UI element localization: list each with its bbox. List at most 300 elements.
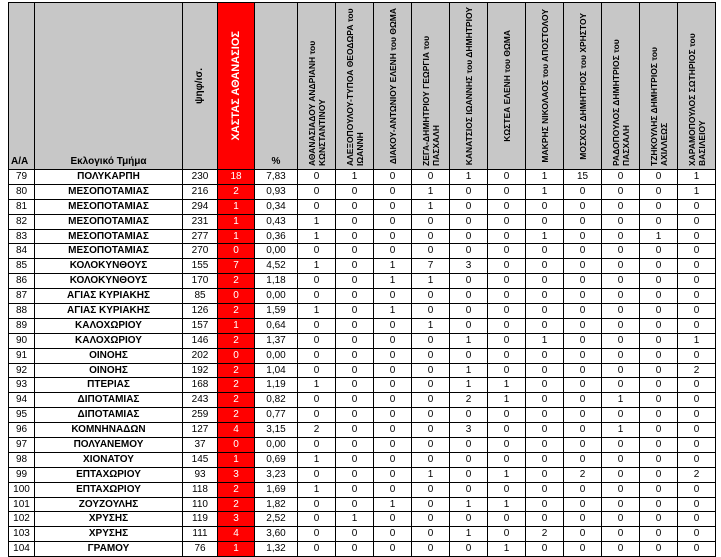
cell-candidate-3-votes: 0: [412, 304, 450, 319]
cell-tmima: ΕΠΤΑΧΩΡΙΟΥ: [35, 467, 183, 482]
cell-psifis: 216: [183, 184, 218, 199]
header-candidate-1-text: ΑΛΕΞΟΠΟΥΛΟΥ-ΤΥΠΟΑ ΘΕΟΔΩΡΑ του ΙΩΑΝΝΗ: [344, 8, 365, 166]
cell-candidate-5-votes: 1: [488, 497, 526, 512]
cell-psifis: 110: [183, 497, 218, 512]
cell-candidate-votes: 2: [218, 482, 255, 497]
cell-candidate-1-votes: 0: [336, 304, 374, 319]
cell-candidate-4-votes: 0: [450, 467, 488, 482]
cell-candidate-4-votes: 3: [450, 259, 488, 274]
cell-candidate-0-votes: 0: [298, 318, 336, 333]
cell-psifis: 145: [183, 452, 218, 467]
cell-candidate-8-votes: 0: [602, 467, 640, 482]
table-row: [9, 229, 716, 244]
cell-candidate-9-votes: 0: [640, 304, 678, 319]
cell-candidate-9-votes: 0: [640, 482, 678, 497]
cell-candidate-9-votes: 0: [640, 408, 678, 423]
cell-psifis: 111: [183, 527, 218, 542]
cell-candidate-10-votes: 0: [678, 497, 716, 512]
cell-psifis: 37: [183, 438, 218, 453]
cell-tmima: ΚΟΛΟΚΥΝΘΟΥΣ: [35, 274, 183, 289]
cell-candidate-5-votes: 0: [488, 289, 526, 304]
cell-candidate-1-votes: 0: [336, 274, 374, 289]
cell-candidate-8-votes: 0: [602, 512, 640, 527]
cell-candidate-0-votes: 1: [298, 378, 336, 393]
table-row: [9, 363, 716, 378]
table-row: [9, 170, 716, 185]
cell-candidate-10-votes: 1: [678, 333, 716, 348]
cell-aa: 91: [9, 348, 35, 363]
cell-candidate-8-votes: 1: [602, 423, 640, 438]
cell-psifis: 294: [183, 199, 218, 214]
cell-candidate-8-votes: 0: [602, 304, 640, 319]
cell-candidate-6-votes: 1: [526, 170, 564, 185]
cell-candidate-10-votes: 0: [678, 289, 716, 304]
cell-pct: 1,04: [255, 363, 298, 378]
header-pct: %: [255, 3, 298, 170]
cell-candidate-5-votes: 1: [488, 467, 526, 482]
cell-candidate-8-votes: 0: [602, 438, 640, 453]
table-row: [9, 333, 716, 348]
cell-candidate-1-votes: 0: [336, 438, 374, 453]
cell-tmima: ΧΡΥΣΗΣ: [35, 527, 183, 542]
table-row: [9, 259, 716, 274]
cell-aa: 87: [9, 289, 35, 304]
cell-tmima: ΖΟΥΖΟΥΛΗΣ: [35, 497, 183, 512]
cell-candidate-0-votes: 0: [298, 170, 336, 185]
cell-candidate-3-votes: 0: [412, 452, 450, 467]
cell-psifis: 126: [183, 304, 218, 319]
cell-candidate-3-votes: 0: [412, 289, 450, 304]
cell-candidate-8-votes: 1: [602, 393, 640, 408]
cell-pct: 1,37: [255, 333, 298, 348]
cell-candidate-10-votes: 0: [678, 378, 716, 393]
cell-candidate-8-votes: 0: [602, 378, 640, 393]
cell-candidate-9-votes: 0: [640, 497, 678, 512]
cell-candidate-7-votes: 0: [564, 274, 602, 289]
cell-candidate-2-votes: 0: [374, 408, 412, 423]
cell-candidate-1-votes: 0: [336, 542, 374, 557]
cell-tmima: ΚΑΛΟΧΩΡΙΟΥ: [35, 333, 183, 348]
cell-candidate-2-votes: 1: [374, 497, 412, 512]
cell-candidate-4-votes: 0: [450, 348, 488, 363]
cell-pct: 0,00: [255, 438, 298, 453]
cell-candidate-7-votes: 0: [564, 244, 602, 259]
cell-candidate-2-votes: 0: [374, 467, 412, 482]
cell-candidate-5-votes: 0: [488, 214, 526, 229]
header-aa: Α/Α: [9, 3, 35, 170]
cell-tmima: ΔΙΠΟΤΑΜΙΑΣ: [35, 408, 183, 423]
cell-candidate-1-votes: 0: [336, 363, 374, 378]
cell-candidate-10-votes: 0: [678, 482, 716, 497]
cell-pct: 0,64: [255, 318, 298, 333]
table-row: [9, 199, 716, 214]
cell-candidate-7-votes: 0: [564, 438, 602, 453]
cell-candidate-4-votes: 0: [450, 289, 488, 304]
cell-candidate-10-votes: 0: [678, 527, 716, 542]
cell-pct: 0,69: [255, 452, 298, 467]
cell-psifis: 146: [183, 333, 218, 348]
cell-candidate-2-votes: 0: [374, 184, 412, 199]
cell-aa: 89: [9, 318, 35, 333]
cell-candidate-3-votes: 1: [412, 318, 450, 333]
cell-candidate-5-votes: 0: [488, 438, 526, 453]
table-row: [9, 184, 716, 199]
cell-tmima: ΧΡΥΣΗΣ: [35, 512, 183, 527]
cell-candidate-6-votes: 0: [526, 393, 564, 408]
cell-candidate-8-votes: 0: [602, 259, 640, 274]
table-row: [9, 214, 716, 229]
header-candidate-10: [678, 3, 716, 170]
table-row: [9, 274, 716, 289]
cell-candidate-4-votes: 0: [450, 214, 488, 229]
cell-psifis: 243: [183, 393, 218, 408]
cell-candidate-0-votes: 1: [298, 304, 336, 319]
cell-candidate-0-votes: 0: [298, 199, 336, 214]
cell-candidate-1-votes: 0: [336, 229, 374, 244]
cell-pct: 1,82: [255, 497, 298, 512]
cell-candidate-10-votes: 1: [678, 184, 716, 199]
cell-candidate-8-votes: 0: [602, 170, 640, 185]
cell-candidate-votes: 2: [218, 408, 255, 423]
cell-candidate-10-votes: 0: [678, 244, 716, 259]
cell-candidate-5-votes: 1: [488, 393, 526, 408]
cell-candidate-8-votes: 0: [602, 408, 640, 423]
cell-candidate-2-votes: 0: [374, 244, 412, 259]
cell-candidate-5-votes: 0: [488, 333, 526, 348]
cell-candidate-5-votes: 0: [488, 482, 526, 497]
cell-candidate-votes: 1: [218, 229, 255, 244]
table-row: [9, 244, 716, 259]
header-candidate-6-text: ΜΑΚΡΗΣ ΝΙΚΟΛΑΟΣ του ΑΠΟΣΤΟΛΟΥ: [539, 9, 550, 163]
header-candidate-9-text: ΤΖΗΚΟΥΛΗΣ ΔΗΜΗΤΡΙΟΣ του ΑΧΙΛΛΕΩΣ: [648, 47, 669, 166]
header-psifis-text: ψηφ/ισ.: [194, 68, 205, 104]
cell-pct: 3,60: [255, 527, 298, 542]
cell-candidate-8-votes: 0: [602, 229, 640, 244]
cell-candidate-0-votes: 1: [298, 452, 336, 467]
cell-candidate-4-votes: 0: [450, 482, 488, 497]
cell-candidate-votes: 1: [218, 199, 255, 214]
cell-candidate-0-votes: 0: [298, 348, 336, 363]
header-candidate-0: [298, 3, 336, 170]
cell-candidate-2-votes: 0: [374, 438, 412, 453]
cell-pct: 1,59: [255, 304, 298, 319]
cell-candidate-1-votes: 0: [336, 452, 374, 467]
cell-pct: 0,00: [255, 289, 298, 304]
cell-candidate-votes: 2: [218, 304, 255, 319]
cell-tmima: ΟΙΝΟΗΣ: [35, 348, 183, 363]
cell-candidate-8-votes: 0: [602, 214, 640, 229]
cell-candidate-2-votes: 0: [374, 542, 412, 557]
cell-candidate-1-votes: 0: [336, 467, 374, 482]
cell-candidate-2-votes: 0: [374, 423, 412, 438]
cell-candidate-4-votes: 0: [450, 452, 488, 467]
cell-candidate-6-votes: 0: [526, 378, 564, 393]
cell-candidate-3-votes: 0: [412, 482, 450, 497]
cell-candidate-7-votes: 0: [564, 289, 602, 304]
cell-candidate-5-votes: 0: [488, 259, 526, 274]
cell-aa: 102: [9, 512, 35, 527]
cell-pct: 0,93: [255, 184, 298, 199]
header-candidate-2: [374, 3, 412, 170]
cell-candidate-6-votes: 0: [526, 244, 564, 259]
cell-aa: 94: [9, 393, 35, 408]
table-row: [9, 304, 716, 319]
cell-candidate-6-votes: 0: [526, 512, 564, 527]
table-row: [9, 438, 716, 453]
cell-candidate-votes: 7: [218, 259, 255, 274]
header-candidate-3-text: ΖΕΓΑ-ΔΗΜΗΤΡΙΟΥ ΓΕΩΡΓΙΑ του ΠΑΣΧΑΛΗ: [420, 35, 441, 166]
cell-candidate-0-votes: 0: [298, 274, 336, 289]
cell-aa: 86: [9, 274, 35, 289]
header-candidate-0-text: ΑΘΑΝΑΣΙΑΔΟΥ ΑΝΔΡΙΑΝΗ του ΚΩΝΣΤΑΝΤΙΝΟΥ: [306, 40, 327, 166]
cell-psifis: 230: [183, 170, 218, 185]
cell-candidate-3-votes: 0: [412, 378, 450, 393]
cell-candidate-5-votes: 0: [488, 199, 526, 214]
cell-candidate-0-votes: 0: [298, 542, 336, 557]
cell-candidate-votes: 2: [218, 274, 255, 289]
cell-tmima: ΜΕΣΟΠΟΤΑΜΙΑΣ: [35, 184, 183, 199]
cell-tmima: ΠΤΕΡΙΑΣ: [35, 378, 183, 393]
cell-candidate-3-votes: 0: [412, 333, 450, 348]
cell-candidate-votes: 3: [218, 467, 255, 482]
cell-candidate-1-votes: 0: [336, 527, 374, 542]
cell-candidate-6-votes: 1: [526, 333, 564, 348]
cell-candidate-7-votes: 0: [564, 378, 602, 393]
header-candidate-4-text: ΚΑΝΑΤΣΙΟΣ ΙΩΑΝΝΗΣ του ΔΗΜΗΤΡΙΟΥ: [463, 6, 474, 166]
cell-candidate-7-votes: 0: [564, 542, 602, 557]
cell-candidate-0-votes: 0: [298, 333, 336, 348]
header-candidate-6: [526, 3, 564, 170]
cell-aa: 97: [9, 438, 35, 453]
cell-candidate-1-votes: 0: [336, 378, 374, 393]
cell-candidate-2-votes: 0: [374, 199, 412, 214]
cell-aa: 100: [9, 482, 35, 497]
cell-candidate-5-votes: 0: [488, 452, 526, 467]
cell-psifis: 76: [183, 542, 218, 557]
cell-candidate-3-votes: 0: [412, 542, 450, 557]
cell-candidate-7-votes: 0: [564, 512, 602, 527]
cell-tmima: ΑΓΙΑΣ ΚΥΡΙΑΚΗΣ: [35, 304, 183, 319]
cell-candidate-votes: 18: [218, 170, 255, 185]
cell-candidate-10-votes: 0: [678, 304, 716, 319]
cell-pct: 0,34: [255, 199, 298, 214]
cell-candidate-2-votes: 0: [374, 452, 412, 467]
cell-candidate-1-votes: 0: [336, 408, 374, 423]
cell-candidate-4-votes: 1: [450, 363, 488, 378]
cell-candidate-votes: 0: [218, 289, 255, 304]
cell-candidate-1-votes: 1: [336, 170, 374, 185]
cell-tmima: ΜΕΣΟΠΟΤΑΜΙΑΣ: [35, 214, 183, 229]
cell-tmima: ΔΙΠΟΤΑΜΙΑΣ: [35, 393, 183, 408]
cell-candidate-2-votes: 0: [374, 527, 412, 542]
cell-pct: 3,23: [255, 467, 298, 482]
cell-candidate-0-votes: 0: [298, 393, 336, 408]
header-candidate: [218, 3, 255, 170]
cell-candidate-4-votes: 0: [450, 318, 488, 333]
cell-candidate-0-votes: 0: [298, 408, 336, 423]
cell-candidate-3-votes: 1: [412, 184, 450, 199]
cell-candidate-7-votes: 0: [564, 452, 602, 467]
cell-candidate-1-votes: 0: [336, 214, 374, 229]
cell-candidate-votes: 2: [218, 184, 255, 199]
cell-candidate-3-votes: 0: [412, 527, 450, 542]
cell-candidate-9-votes: 0: [640, 512, 678, 527]
cell-tmima: ΠΟΛΥΚΑΡΠΗ: [35, 170, 183, 185]
table-header: [9, 3, 716, 170]
cell-candidate-0-votes: 0: [298, 244, 336, 259]
cell-candidate-9-votes: 0: [640, 452, 678, 467]
cell-candidate-9-votes: 0: [640, 199, 678, 214]
cell-candidate-9-votes: 0: [640, 184, 678, 199]
cell-aa: 104: [9, 542, 35, 557]
cell-candidate-10-votes: 0: [678, 274, 716, 289]
cell-candidate-0-votes: 0: [298, 527, 336, 542]
header-candidate-7-text: ΜΟΣΧΟΣ ΔΗΜΗΤΡΙΟΣ του ΧΡΗΣΤΟΥ: [577, 12, 588, 160]
cell-psifis: 277: [183, 229, 218, 244]
cell-candidate-5-votes: 0: [488, 229, 526, 244]
cell-tmima: ΠΟΛΥΑΝΕΜΟΥ: [35, 438, 183, 453]
cell-candidate-5-votes: 1: [488, 378, 526, 393]
cell-candidate-votes: 0: [218, 438, 255, 453]
cell-candidate-3-votes: 7: [412, 259, 450, 274]
cell-candidate-8-votes: 0: [602, 542, 640, 557]
cell-candidate-8-votes: 0: [602, 527, 640, 542]
header-psifis: [183, 3, 218, 170]
cell-candidate-9-votes: 0: [640, 363, 678, 378]
cell-pct: 0,00: [255, 348, 298, 363]
cell-candidate-6-votes: 0: [526, 274, 564, 289]
cell-candidate-votes: 3: [218, 512, 255, 527]
cell-candidate-8-votes: 0: [602, 333, 640, 348]
header-candidate-8-text: ΡΑΔΟΠΟΥΛΟΣ ΔΗΜΗΤΡΙΟΣ του ΠΑΣΧΑΛΗ: [610, 39, 631, 166]
cell-candidate-2-votes: 0: [374, 289, 412, 304]
cell-pct: 1,18: [255, 274, 298, 289]
cell-candidate-7-votes: 0: [564, 333, 602, 348]
cell-tmima: ΜΕΣΟΠΟΤΑΜΙΑΣ: [35, 199, 183, 214]
cell-tmima: ΓΡΑΜΟΥ: [35, 542, 183, 557]
cell-candidate-6-votes: 0: [526, 438, 564, 453]
cell-candidate-votes: 4: [218, 527, 255, 542]
cell-candidate-10-votes: 2: [678, 467, 716, 482]
cell-psifis: 192: [183, 363, 218, 378]
cell-candidate-7-votes: 0: [564, 363, 602, 378]
cell-candidate-2-votes: 0: [374, 512, 412, 527]
cell-candidate-9-votes: 1: [640, 229, 678, 244]
cell-candidate-7-votes: 0: [564, 214, 602, 229]
cell-candidate-7-votes: 0: [564, 482, 602, 497]
cell-tmima: ΜΕΣΟΠΟΤΑΜΙΑΣ: [35, 244, 183, 259]
table-row: [9, 512, 716, 527]
cell-candidate-4-votes: 1: [450, 378, 488, 393]
cell-candidate-0-votes: 0: [298, 289, 336, 304]
cell-psifis: 85: [183, 289, 218, 304]
header-candidate-4: [450, 3, 488, 170]
cell-tmima: ΑΓΙΑΣ ΚΥΡΙΑΚΗΣ: [35, 289, 183, 304]
cell-psifis: 170: [183, 274, 218, 289]
cell-aa: 92: [9, 363, 35, 378]
cell-candidate-10-votes: 2: [678, 363, 716, 378]
cell-candidate-votes: 2: [218, 363, 255, 378]
cell-tmima: ΕΠΤΑΧΩΡΙΟΥ: [35, 482, 183, 497]
cell-candidate-4-votes: 0: [450, 244, 488, 259]
cell-aa: 81: [9, 199, 35, 214]
cell-aa: 82: [9, 214, 35, 229]
header-candidate-text: ΧΑΣΤΑΣ ΑΘΑΝΑΣΙΟΣ: [230, 31, 242, 141]
cell-candidate-6-votes: 0: [526, 304, 564, 319]
cell-candidate-10-votes: 0: [678, 408, 716, 423]
table-row: [9, 393, 716, 408]
cell-candidate-9-votes: 0: [640, 348, 678, 363]
cell-candidate-0-votes: 0: [298, 184, 336, 199]
cell-candidate-3-votes: 0: [412, 408, 450, 423]
cell-candidate-3-votes: 0: [412, 512, 450, 527]
cell-candidate-8-votes: 0: [602, 184, 640, 199]
cell-candidate-10-votes: 0: [678, 318, 716, 333]
cell-candidate-9-votes: 0: [640, 423, 678, 438]
cell-candidate-10-votes: 1: [678, 170, 716, 185]
cell-candidate-9-votes: 0: [640, 527, 678, 542]
cell-candidate-5-votes: 0: [488, 512, 526, 527]
cell-candidate-8-votes: 0: [602, 482, 640, 497]
cell-candidate-10-votes: 0: [678, 393, 716, 408]
header-candidate-3: [412, 3, 450, 170]
cell-candidate-10-votes: 0: [678, 259, 716, 274]
cell-candidate-7-votes: 15: [564, 170, 602, 185]
cell-candidate-4-votes: 2: [450, 393, 488, 408]
cell-candidate-4-votes: 0: [450, 274, 488, 289]
cell-candidate-6-votes: 0: [526, 289, 564, 304]
cell-candidate-2-votes: 1: [374, 304, 412, 319]
cell-candidate-8-votes: 0: [602, 199, 640, 214]
cell-candidate-7-votes: 0: [564, 229, 602, 244]
cell-candidate-9-votes: 0: [640, 467, 678, 482]
table-body: [9, 170, 716, 557]
cell-pct: 0,82: [255, 393, 298, 408]
cell-candidate-9-votes: 0: [640, 274, 678, 289]
table-row: [9, 408, 716, 423]
cell-aa: 98: [9, 452, 35, 467]
cell-candidate-2-votes: 0: [374, 378, 412, 393]
cell-candidate-5-votes: 0: [488, 527, 526, 542]
cell-candidate-votes: 0: [218, 348, 255, 363]
cell-candidate-9-votes: 0: [640, 289, 678, 304]
cell-candidate-votes: 4: [218, 423, 255, 438]
cell-candidate-7-votes: 0: [564, 393, 602, 408]
cell-candidate-3-votes: 0: [412, 229, 450, 244]
cell-candidate-votes: 1: [218, 452, 255, 467]
cell-psifis: 157: [183, 318, 218, 333]
cell-candidate-7-votes: 0: [564, 199, 602, 214]
cell-candidate-4-votes: 1: [450, 333, 488, 348]
cell-candidate-4-votes: 0: [450, 304, 488, 319]
cell-tmima: ΚΟΛΟΚΥΝΘΟΥΣ: [35, 259, 183, 274]
cell-aa: 80: [9, 184, 35, 199]
cell-candidate-4-votes: 1: [450, 527, 488, 542]
cell-candidate-6-votes: 2: [526, 527, 564, 542]
cell-tmima: ΚΟΜΝΗΝΑΔΩΝ: [35, 423, 183, 438]
cell-candidate-9-votes: 0: [640, 542, 678, 557]
cell-candidate-votes: 2: [218, 378, 255, 393]
cell-aa: 88: [9, 304, 35, 319]
cell-candidate-1-votes: 0: [336, 318, 374, 333]
cell-candidate-2-votes: 0: [374, 348, 412, 363]
cell-candidate-5-votes: 1: [488, 542, 526, 557]
cell-candidate-4-votes: 0: [450, 229, 488, 244]
table-row: [9, 378, 716, 393]
cell-candidate-0-votes: 1: [298, 214, 336, 229]
cell-candidate-6-votes: 0: [526, 214, 564, 229]
cell-candidate-10-votes: 0: [678, 199, 716, 214]
